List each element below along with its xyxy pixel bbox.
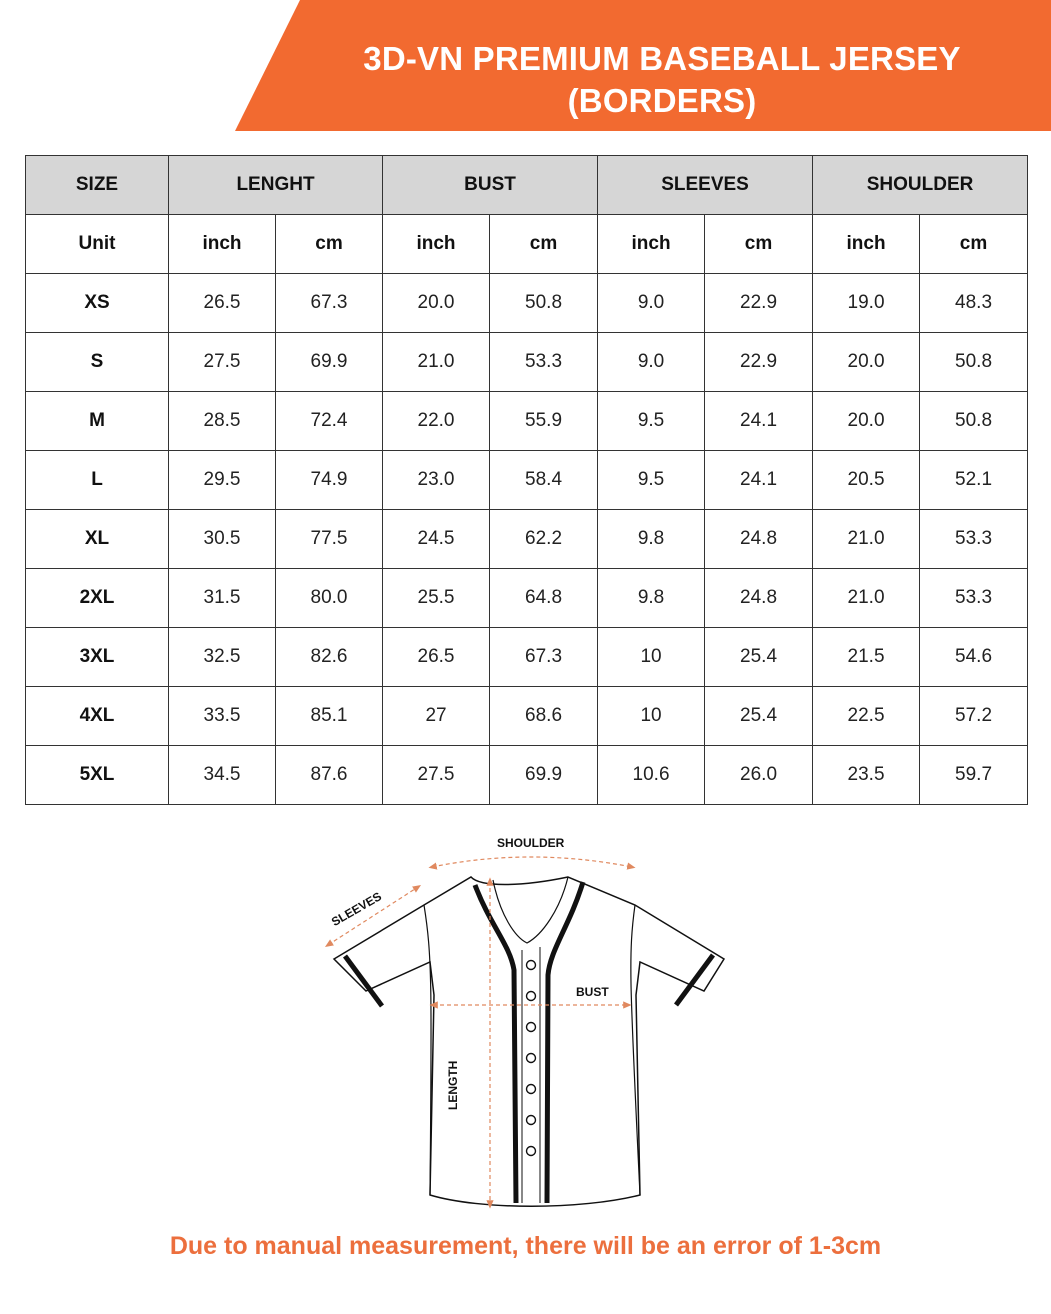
- cell-shoulder-in: 21.0: [813, 510, 920, 569]
- cell-bust-in: 21.0: [383, 333, 490, 392]
- cell-shoulder-cm: 52.1: [920, 451, 1028, 510]
- cell-sleeves-in: 10: [598, 628, 705, 687]
- header-sleeves: SLEEVES: [598, 156, 813, 215]
- cell-bust-in: 25.5: [383, 569, 490, 628]
- cell-shoulder-cm: 57.2: [920, 687, 1028, 746]
- size-label: 2XL: [26, 569, 169, 628]
- header-row: [26, 156, 1028, 215]
- unit-cell: inch: [169, 215, 276, 274]
- header-bust: BUST: [383, 156, 598, 215]
- cell-bust-cm: 50.8: [490, 274, 598, 333]
- cell-length-in: 28.5: [169, 392, 276, 451]
- cell-sleeves-cm: 25.4: [705, 628, 813, 687]
- cell-bust-in: 26.5: [383, 628, 490, 687]
- cell-bust-in: 20.0: [383, 274, 490, 333]
- cell-bust-in: 23.0: [383, 451, 490, 510]
- unit-cell: cm: [276, 215, 383, 274]
- cell-length-cm: 82.6: [276, 628, 383, 687]
- cell-bust-cm: 55.9: [490, 392, 598, 451]
- cell-shoulder-cm: 50.8: [920, 392, 1028, 451]
- table-row: [26, 392, 1028, 451]
- cell-sleeves-cm: 24.1: [705, 451, 813, 510]
- cell-sleeves-in: 9.5: [598, 392, 705, 451]
- cell-shoulder-in: 19.0: [813, 274, 920, 333]
- cell-shoulder-in: 22.5: [813, 687, 920, 746]
- cell-length-in: 31.5: [169, 569, 276, 628]
- cell-bust-cm: 69.9: [490, 746, 598, 805]
- cell-bust-cm: 68.6: [490, 687, 598, 746]
- cell-bust-in: 27: [383, 687, 490, 746]
- cell-shoulder-cm: 53.3: [920, 569, 1028, 628]
- cell-length-cm: 67.3: [276, 274, 383, 333]
- cell-sleeves-in: 9.8: [598, 510, 705, 569]
- size-label: 4XL: [26, 687, 169, 746]
- header-size: SIZE: [26, 156, 169, 215]
- length-label: LENGTH: [446, 1060, 460, 1110]
- cell-shoulder-in: 21.5: [813, 628, 920, 687]
- bust-label: BUST: [576, 985, 609, 999]
- cell-length-in: 27.5: [169, 333, 276, 392]
- table-row: [26, 687, 1028, 746]
- title-banner: [0, 0, 1051, 131]
- cell-shoulder-in: 21.0: [813, 569, 920, 628]
- header-shoulder: SHOULDER: [813, 156, 1028, 215]
- cell-bust-cm: 62.2: [490, 510, 598, 569]
- cell-bust-in: 27.5: [383, 746, 490, 805]
- cell-length-cm: 80.0: [276, 569, 383, 628]
- cell-length-cm: 72.4: [276, 392, 383, 451]
- unit-cell: cm: [920, 215, 1028, 274]
- cell-length-cm: 74.9: [276, 451, 383, 510]
- header-length: LENGHT: [169, 156, 383, 215]
- cell-sleeves-in: 10.6: [598, 746, 705, 805]
- table-row: [26, 274, 1028, 333]
- size-label: XS: [26, 274, 169, 333]
- table-row: [26, 333, 1028, 392]
- cell-shoulder-in: 23.5: [813, 746, 920, 805]
- cell-shoulder-cm: 53.3: [920, 510, 1028, 569]
- size-label: M: [26, 392, 169, 451]
- size-label: 5XL: [26, 746, 169, 805]
- unit-cell: cm: [705, 215, 813, 274]
- cell-length-in: 26.5: [169, 274, 276, 333]
- cell-bust-cm: 58.4: [490, 451, 598, 510]
- cell-shoulder-cm: 50.8: [920, 333, 1028, 392]
- cell-sleeves-in: 9.0: [598, 333, 705, 392]
- size-label: S: [26, 333, 169, 392]
- unit-cell: inch: [813, 215, 920, 274]
- table-row: [26, 451, 1028, 510]
- title-line-1: 3D-VN PREMIUM BASEBALL JERSEY: [363, 40, 961, 77]
- size-rows: [26, 274, 1028, 805]
- cell-length-in: 33.5: [169, 687, 276, 746]
- unit-cell: inch: [598, 215, 705, 274]
- title-line-2: (BORDERS): [567, 82, 757, 119]
- size-label: 3XL: [26, 628, 169, 687]
- cell-shoulder-cm: 59.7: [920, 746, 1028, 805]
- cell-shoulder-in: 20.0: [813, 333, 920, 392]
- cell-sleeves-in: 9.8: [598, 569, 705, 628]
- unit-cell: inch: [383, 215, 490, 274]
- cell-shoulder-cm: 54.6: [920, 628, 1028, 687]
- unit-cell: cm: [490, 215, 598, 274]
- cell-sleeves-in: 9.5: [598, 451, 705, 510]
- cell-bust-cm: 53.3: [490, 333, 598, 392]
- unit-label: Unit: [26, 215, 169, 274]
- cell-length-in: 34.5: [169, 746, 276, 805]
- shoulder-label: SHOULDER: [497, 836, 565, 850]
- table-row: [26, 510, 1028, 569]
- cell-sleeves-cm: 24.8: [705, 569, 813, 628]
- page-title: [300, 38, 1024, 122]
- cell-length-cm: 69.9: [276, 333, 383, 392]
- cell-sleeves-cm: 26.0: [705, 746, 813, 805]
- cell-sleeves-in: 10: [598, 687, 705, 746]
- cell-shoulder-in: 20.0: [813, 392, 920, 451]
- cell-length-in: 29.5: [169, 451, 276, 510]
- table-row: [26, 569, 1028, 628]
- cell-length-cm: 85.1: [276, 687, 383, 746]
- cell-sleeves-cm: 22.9: [705, 333, 813, 392]
- cell-shoulder-cm: 48.3: [920, 274, 1028, 333]
- cell-sleeves-in: 9.0: [598, 274, 705, 333]
- table-row: [26, 628, 1028, 687]
- cell-bust-cm: 64.8: [490, 569, 598, 628]
- cell-bust-in: 24.5: [383, 510, 490, 569]
- cell-length-cm: 87.6: [276, 746, 383, 805]
- size-label: XL: [26, 510, 169, 569]
- cell-length-in: 30.5: [169, 510, 276, 569]
- sleeves-label: SLEEVES: [329, 889, 384, 929]
- baseball-jersey-icon: [320, 825, 740, 1220]
- size-label: L: [26, 451, 169, 510]
- size-chart-table: [25, 155, 1028, 805]
- unit-row: [26, 215, 1028, 274]
- cell-length-in: 32.5: [169, 628, 276, 687]
- cell-length-cm: 77.5: [276, 510, 383, 569]
- cell-shoulder-in: 20.5: [813, 451, 920, 510]
- cell-sleeves-cm: 22.9: [705, 274, 813, 333]
- cell-bust-cm: 67.3: [490, 628, 598, 687]
- cell-bust-in: 22.0: [383, 392, 490, 451]
- cell-sleeves-cm: 25.4: [705, 687, 813, 746]
- table-row: [26, 746, 1028, 805]
- cell-sleeves-cm: 24.8: [705, 510, 813, 569]
- cell-sleeves-cm: 24.1: [705, 392, 813, 451]
- measurement-note: Due to manual measurement, there will be an error of 1-3cm: [169, 1232, 882, 1260]
- jersey-diagram: [320, 825, 740, 1220]
